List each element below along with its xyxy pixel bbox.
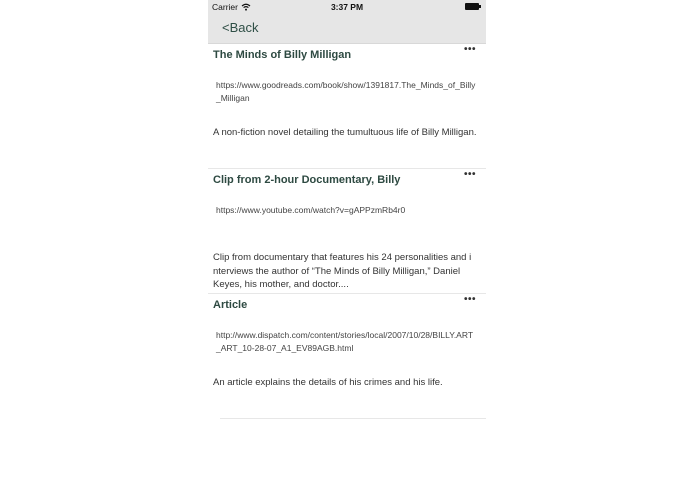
resource-description: An article explains the details of his crimes and his life. <box>213 377 443 388</box>
resource-link[interactable]: http://www.dispatch.com/content/stories/local/2007/10/28/BILLY.ART_ART_10-28-07_A1_EV89AGB.html <box>216 330 474 353</box>
resource-title: Clip from 2-hour Documentary, Billy <box>213 174 401 186</box>
more-options-icon[interactable]: ••• <box>463 169 476 180</box>
more-options-icon[interactable]: ••• <box>463 44 476 55</box>
resource-card <box>208 169 486 294</box>
resource-link[interactable]: https://www.goodreads.com/book/show/1391817.The_Minds_of_Billy_Milligan <box>216 80 476 103</box>
list-divider <box>220 418 486 419</box>
resource-list <box>208 44 486 419</box>
resource-description: A non-fiction novel detailing the tumultuous life of Billy Milligan. <box>213 127 477 138</box>
navigation-bar <box>208 14 486 44</box>
resource-title: Article <box>213 299 248 311</box>
more-options-icon[interactable]: ••• <box>463 294 476 305</box>
resource-card <box>208 294 486 419</box>
status-bar <box>208 0 486 14</box>
status-time: 3:37 PM <box>330 2 364 12</box>
resource-link[interactable]: https://www.youtube.com/watch?v=gAPPzmRb4r0 <box>216 205 406 215</box>
resource-card <box>208 44 486 169</box>
resource-description: Clip from documentary that features his 24 personalities and i nterviews the author of “The Minds of Billy Milligan,” Daniel Keyes, his mother, and doctor.... <box>213 252 472 290</box>
resource-title: The Minds of Billy Milligan <box>213 49 352 61</box>
back-button[interactable]: <Back <box>222 20 259 35</box>
phone-screen <box>208 0 486 494</box>
carrier-label: Carrier <box>212 2 238 12</box>
battery-icon <box>465 3 481 10</box>
